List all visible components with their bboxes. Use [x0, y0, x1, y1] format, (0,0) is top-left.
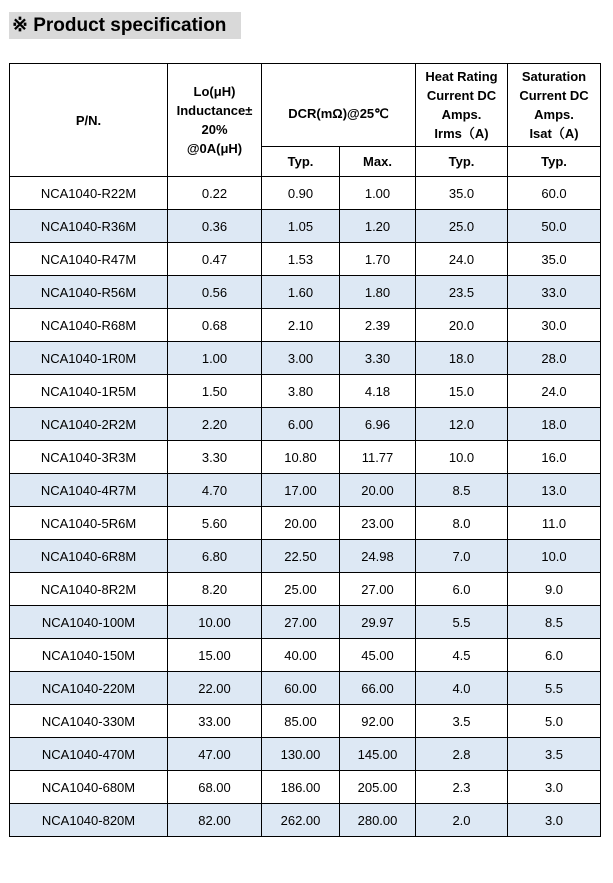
cell-inductance: 5.60 — [168, 507, 262, 540]
cell-dcr-typ: 1.53 — [262, 243, 340, 276]
cell-dcr-max: 1.70 — [340, 243, 416, 276]
cell-part-number: NCA1040-330M — [10, 705, 168, 738]
cell-heat-rating: 35.0 — [416, 177, 508, 210]
table-row — [10, 738, 601, 771]
table-row — [10, 672, 601, 705]
cell-part-number: NCA1040-1R5M — [10, 375, 168, 408]
cell-saturation: 35.0 — [508, 243, 601, 276]
table-row — [10, 276, 601, 309]
cell-inductance: 3.30 — [168, 441, 262, 474]
cell-inductance: 2.20 — [168, 408, 262, 441]
cell-part-number: NCA1040-8R2M — [10, 573, 168, 606]
cell-inductance: 6.80 — [168, 540, 262, 573]
cell-inductance: 0.36 — [168, 210, 262, 243]
spec-table — [9, 63, 601, 837]
cell-inductance: 82.00 — [168, 804, 262, 837]
header-inductance — [168, 64, 262, 177]
cell-dcr-typ: 85.00 — [262, 705, 340, 738]
cell-dcr-max: 4.18 — [340, 375, 416, 408]
cell-heat-rating: 3.5 — [416, 705, 508, 738]
header-saturation-line: Amps. — [534, 107, 574, 122]
table-row — [10, 309, 601, 342]
cell-inductance: 1.50 — [168, 375, 262, 408]
cell-dcr-typ: 22.50 — [262, 540, 340, 573]
table-row — [10, 210, 601, 243]
cell-dcr-max: 145.00 — [340, 738, 416, 771]
table-row — [10, 771, 601, 804]
cell-dcr-typ: 6.00 — [262, 408, 340, 441]
cell-dcr-max: 92.00 — [340, 705, 416, 738]
cell-dcr-max: 11.77 — [340, 441, 416, 474]
table-row — [10, 342, 601, 375]
header-inductance-line: Inductance± — [176, 103, 253, 118]
cell-heat-rating: 2.0 — [416, 804, 508, 837]
header-heat-line: Amps. — [441, 107, 482, 122]
header-inductance-line: 20% — [201, 122, 228, 137]
header-saturation-line: Saturation — [521, 69, 587, 84]
table-row — [10, 705, 601, 738]
cell-heat-rating: 5.5 — [416, 606, 508, 639]
cell-dcr-typ: 17.00 — [262, 474, 340, 507]
cell-inductance: 33.00 — [168, 705, 262, 738]
cell-saturation: 10.0 — [508, 540, 601, 573]
cell-heat-rating: 6.0 — [416, 573, 508, 606]
cell-heat-rating: 23.5 — [416, 276, 508, 309]
subheader-dcr-typ: Typ. — [262, 147, 340, 177]
cell-inductance: 47.00 — [168, 738, 262, 771]
header-heat-line: Irms（A) — [434, 126, 489, 141]
cell-part-number: NCA1040-3R3M — [10, 441, 168, 474]
cell-heat-rating: 7.0 — [416, 540, 508, 573]
cell-part-number: NCA1040-150M — [10, 639, 168, 672]
cell-part-number: NCA1040-680M — [10, 771, 168, 804]
cell-dcr-max: 66.00 — [340, 672, 416, 705]
cell-part-number: NCA1040-220M — [10, 672, 168, 705]
header-saturation-line: Current DC — [519, 88, 589, 103]
table-row — [10, 441, 601, 474]
cell-saturation: 11.0 — [508, 507, 601, 540]
cell-heat-rating: 2.8 — [416, 738, 508, 771]
cell-inductance: 0.56 — [168, 276, 262, 309]
cell-inductance: 0.22 — [168, 177, 262, 210]
cell-part-number: NCA1040-R56M — [10, 276, 168, 309]
cell-part-number: NCA1040-R47M — [10, 243, 168, 276]
cell-heat-rating: 12.0 — [416, 408, 508, 441]
cell-saturation: 5.0 — [508, 705, 601, 738]
table-row — [10, 606, 601, 639]
cell-heat-rating: 25.0 — [416, 210, 508, 243]
cell-saturation: 5.5 — [508, 672, 601, 705]
table-row — [10, 474, 601, 507]
cell-dcr-typ: 1.05 — [262, 210, 340, 243]
cell-saturation: 18.0 — [508, 408, 601, 441]
cell-saturation: 50.0 — [508, 210, 601, 243]
subheader-heat-typ: Typ. — [416, 147, 508, 177]
cell-dcr-typ: 20.00 — [262, 507, 340, 540]
cell-heat-rating: 18.0 — [416, 342, 508, 375]
cell-saturation: 8.5 — [508, 606, 601, 639]
cell-inductance: 15.00 — [168, 639, 262, 672]
cell-dcr-typ: 27.00 — [262, 606, 340, 639]
cell-heat-rating: 15.0 — [416, 375, 508, 408]
cell-saturation: 28.0 — [508, 342, 601, 375]
cell-dcr-max: 1.00 — [340, 177, 416, 210]
cell-dcr-typ: 25.00 — [262, 573, 340, 606]
cell-inductance: 22.00 — [168, 672, 262, 705]
cell-part-number: NCA1040-R22M — [10, 177, 168, 210]
cell-saturation: 9.0 — [508, 573, 601, 606]
header-inductance-line: @0A(μH) — [186, 141, 243, 156]
cell-dcr-typ: 60.00 — [262, 672, 340, 705]
table-row — [10, 804, 601, 837]
cell-dcr-max: 27.00 — [340, 573, 416, 606]
cell-dcr-max: 2.39 — [340, 309, 416, 342]
cell-dcr-max: 1.20 — [340, 210, 416, 243]
cell-inductance: 0.47 — [168, 243, 262, 276]
cell-saturation: 13.0 — [508, 474, 601, 507]
cell-inductance: 8.20 — [168, 573, 262, 606]
cell-dcr-max: 23.00 — [340, 507, 416, 540]
header-row — [10, 64, 601, 147]
header-saturation — [508, 64, 601, 147]
cell-saturation: 3.0 — [508, 804, 601, 837]
table-row — [10, 177, 601, 210]
cell-part-number: NCA1040-100M — [10, 606, 168, 639]
table-row — [10, 375, 601, 408]
cell-part-number: NCA1040-2R2M — [10, 408, 168, 441]
cell-part-number: NCA1040-5R6M — [10, 507, 168, 540]
cell-dcr-max: 1.80 — [340, 276, 416, 309]
cell-dcr-typ: 3.80 — [262, 375, 340, 408]
cell-inductance: 10.00 — [168, 606, 262, 639]
cell-dcr-typ: 40.00 — [262, 639, 340, 672]
table-row — [10, 243, 601, 276]
cell-heat-rating: 4.0 — [416, 672, 508, 705]
cell-inductance: 1.00 — [168, 342, 262, 375]
header-heat-line: Current DC — [426, 88, 497, 103]
header-heat — [416, 64, 508, 147]
cell-heat-rating: 2.3 — [416, 771, 508, 804]
cell-part-number: NCA1040-R68M — [10, 309, 168, 342]
cell-part-number: NCA1040-1R0M — [10, 342, 168, 375]
cell-saturation: 24.0 — [508, 375, 601, 408]
cell-saturation: 16.0 — [508, 441, 601, 474]
cell-saturation: 6.0 — [508, 639, 601, 672]
cell-dcr-typ: 2.10 — [262, 309, 340, 342]
header-dcr: DCR(mΩ)@25℃ — [262, 64, 416, 147]
cell-saturation: 30.0 — [508, 309, 601, 342]
cell-heat-rating: 4.5 — [416, 639, 508, 672]
cell-saturation: 3.5 — [508, 738, 601, 771]
cell-dcr-typ: 10.80 — [262, 441, 340, 474]
spec-table-body — [10, 177, 601, 837]
cell-dcr-typ: 1.60 — [262, 276, 340, 309]
cell-part-number: NCA1040-R36M — [10, 210, 168, 243]
cell-dcr-max: 6.96 — [340, 408, 416, 441]
cell-heat-rating: 20.0 — [416, 309, 508, 342]
cell-dcr-typ: 262.00 — [262, 804, 340, 837]
cell-dcr-max: 280.00 — [340, 804, 416, 837]
cell-dcr-typ: 3.00 — [262, 342, 340, 375]
table-row — [10, 573, 601, 606]
table-row — [10, 540, 601, 573]
cell-saturation: 60.0 — [508, 177, 601, 210]
subheader-sat-typ: Typ. — [508, 147, 601, 177]
cell-dcr-typ: 130.00 — [262, 738, 340, 771]
cell-part-number: NCA1040-820M — [10, 804, 168, 837]
cell-part-number: NCA1040-4R7M — [10, 474, 168, 507]
cell-dcr-max: 20.00 — [340, 474, 416, 507]
subheader-dcr-max: Max. — [340, 147, 416, 177]
header-saturation-line: Isat（A) — [529, 126, 579, 141]
table-row — [10, 507, 601, 540]
cell-saturation: 3.0 — [508, 771, 601, 804]
cell-part-number: NCA1040-470M — [10, 738, 168, 771]
cell-dcr-max: 3.30 — [340, 342, 416, 375]
cell-dcr-max: 205.00 — [340, 771, 416, 804]
cell-dcr-typ: 186.00 — [262, 771, 340, 804]
cell-dcr-max: 24.98 — [340, 540, 416, 573]
cell-saturation: 33.0 — [508, 276, 601, 309]
cell-heat-rating: 8.0 — [416, 507, 508, 540]
header-inductance-line: Lo(μH) — [193, 84, 236, 99]
cell-part-number: NCA1040-6R8M — [10, 540, 168, 573]
cell-heat-rating: 24.0 — [416, 243, 508, 276]
table-row — [10, 639, 601, 672]
cell-dcr-max: 45.00 — [340, 639, 416, 672]
table-row — [10, 408, 601, 441]
cell-inductance: 4.70 — [168, 474, 262, 507]
header-pn: P/N. — [10, 64, 168, 177]
cell-dcr-typ: 0.90 — [262, 177, 340, 210]
cell-inductance: 68.00 — [168, 771, 262, 804]
header-heat-line: Heat Rating — [425, 69, 498, 84]
cell-heat-rating: 10.0 — [416, 441, 508, 474]
section-heading: ※ Product specification — [9, 12, 241, 39]
cell-inductance: 0.68 — [168, 309, 262, 342]
cell-dcr-max: 29.97 — [340, 606, 416, 639]
cell-heat-rating: 8.5 — [416, 474, 508, 507]
